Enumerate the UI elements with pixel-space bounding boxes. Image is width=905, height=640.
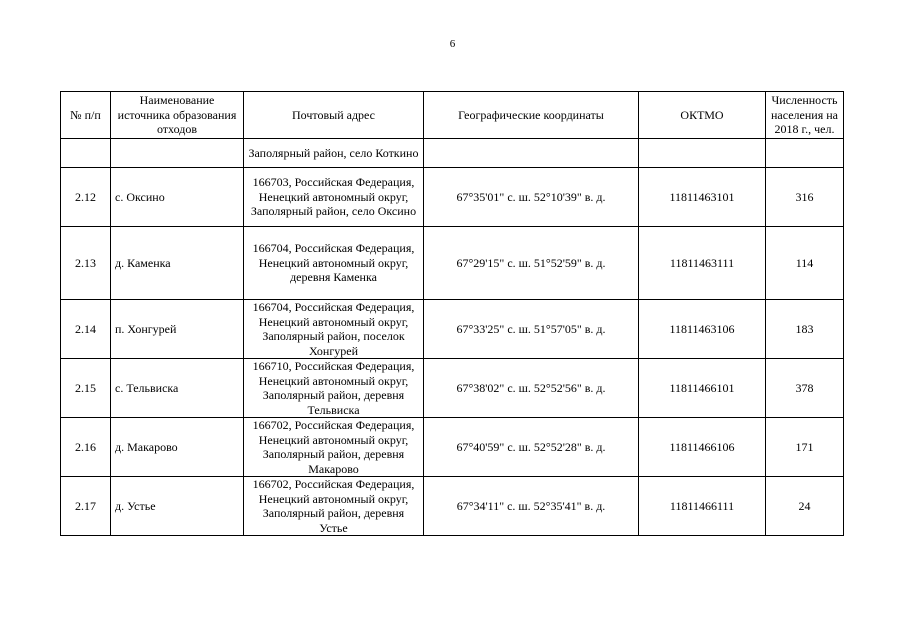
cell-num: 2.17 [61, 477, 111, 536]
waste-sources-table [60, 91, 844, 536]
table-row [61, 359, 844, 418]
cell-name: д. Макарово [111, 418, 244, 477]
table-row [61, 300, 844, 359]
header-num: № п/п [61, 92, 111, 139]
cell-num: 2.12 [61, 168, 111, 227]
cell-num: 2.16 [61, 418, 111, 477]
cell-address: 166702, Российская Федерация, Ненецкий автономный округ, Заполярный район, деревня Макарово [244, 418, 424, 477]
cell-address: Заполярный район, село Коткино [244, 139, 424, 168]
cell-coords: 67°35'01" с. ш. 52°10'39" в. д. [424, 168, 639, 227]
cell-address: 166710, Российская Федерация, Ненецкий автономный округ, Заполярный район, деревня Тельвиска [244, 359, 424, 418]
cell-population: 114 [766, 227, 844, 300]
cell-coords: 67°40'59" с. ш. 52°52'28" в. д. [424, 418, 639, 477]
cell-name: с. Тельвиска [111, 359, 244, 418]
cell-oktmo: 11811463111 [639, 227, 766, 300]
cell-population: 171 [766, 418, 844, 477]
cell-num [61, 139, 111, 168]
cell-oktmo [639, 139, 766, 168]
cell-address: 166702, Российская Федерация, Ненецкий автономный округ, Заполярный район, деревня Устье [244, 477, 424, 536]
header-oktmo: ОКТМО [639, 92, 766, 139]
cell-population: 378 [766, 359, 844, 418]
header-coords: Географические координаты [424, 92, 639, 139]
table-row [61, 418, 844, 477]
table-row [61, 168, 844, 227]
cell-name: п. Хонгурей [111, 300, 244, 359]
cell-name: с. Оксино [111, 168, 244, 227]
cell-population: 183 [766, 300, 844, 359]
page-number: 6 [449, 38, 456, 50]
cell-name: д. Каменка [111, 227, 244, 300]
cell-num: 2.13 [61, 227, 111, 300]
cell-name: д. Устье [111, 477, 244, 536]
cell-coords [424, 139, 639, 168]
table-row-continuation [61, 139, 844, 168]
cell-population: 24 [766, 477, 844, 536]
header-name: Наименование источника образования отходов [111, 92, 244, 139]
cell-coords: 67°38'02" с. ш. 52°52'56" в. д. [424, 359, 639, 418]
cell-address: 166704, Российская Федерация, Ненецкий автономный округ, деревня Каменка [244, 227, 424, 300]
cell-oktmo: 11811463101 [639, 168, 766, 227]
cell-oktmo: 11811466111 [639, 477, 766, 536]
cell-address: 166704, Российская Федерация, Ненецкий автономный округ, Заполярный район, поселок Хонгурей [244, 300, 424, 359]
cell-population [766, 139, 844, 168]
cell-name [111, 139, 244, 168]
cell-coords: 67°34'11" с. ш. 52°35'41" в. д. [424, 477, 639, 536]
cell-population: 316 [766, 168, 844, 227]
header-address: Почтовый адрес [244, 92, 424, 139]
table-row [61, 477, 844, 536]
header-population: Численность населения на 2018 г., чел. [766, 92, 844, 139]
table-header-row [61, 92, 844, 139]
cell-num: 2.15 [61, 359, 111, 418]
table-row [61, 227, 844, 300]
cell-num: 2.14 [61, 300, 111, 359]
cell-oktmo: 11811463106 [639, 300, 766, 359]
cell-oktmo: 11811466101 [639, 359, 766, 418]
cell-address: 166703, Российская Федерация, Ненецкий автономный округ, Заполярный район, село Оксино [244, 168, 424, 227]
cell-coords: 67°29'15" с. ш. 51°52'59" в. д. [424, 227, 639, 300]
cell-coords: 67°33'25" с. ш. 51°57'05" в. д. [424, 300, 639, 359]
cell-oktmo: 11811466106 [639, 418, 766, 477]
